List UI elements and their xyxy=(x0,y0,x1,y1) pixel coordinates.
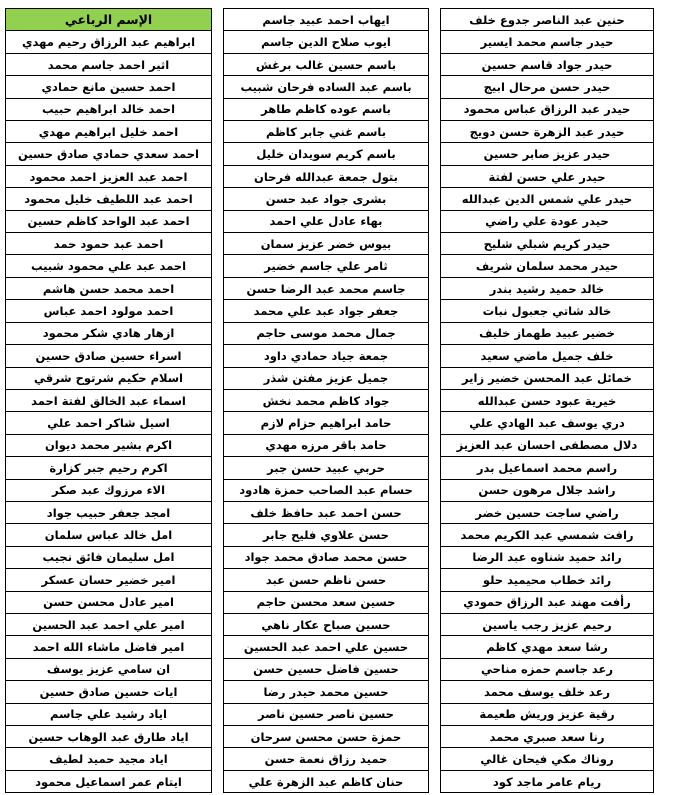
column-gap xyxy=(212,233,224,255)
table-row xyxy=(6,546,654,568)
column-gap xyxy=(429,143,441,165)
name-cell-col1: خضير عبيد طهماز خليف xyxy=(441,322,654,344)
name-cell-col3: احمد عبد العزيز احمد محمود xyxy=(6,165,212,187)
column-gap xyxy=(212,389,224,411)
name-cell-col3: امير فاضل ماشاء الله احمد xyxy=(6,636,212,658)
name-cell-col2: حسين صباح عكار ناهي xyxy=(224,613,429,635)
name-cell-col1: رائد خطاب محيميد حلو xyxy=(441,569,654,591)
name-cell-col1: حنين عبد الناصر جدوع خلف xyxy=(441,9,654,31)
table-row xyxy=(6,143,654,165)
column-gap xyxy=(429,255,441,277)
names-table-body xyxy=(6,9,654,793)
name-cell-col2: حسين سعد محسن حاجم xyxy=(224,591,429,613)
column-gap xyxy=(212,121,224,143)
name-cell-col3: اياد مجيد حميد لطيف xyxy=(6,748,212,770)
table-row xyxy=(6,479,654,501)
name-cell-col2: حنان كاظم عبد الزهرة علي xyxy=(224,770,429,792)
name-cell-col1: دري يوسف عبد الهادي علي xyxy=(441,412,654,434)
name-cell-col2: حسين فاضل حسين حسن xyxy=(224,658,429,680)
table-row xyxy=(6,770,654,792)
name-cell-col3: احمد عبد علي محمود شبيب xyxy=(6,255,212,277)
name-cell-col3: احمد خليل ابراهيم مهدي xyxy=(6,121,212,143)
name-cell-col1: حيدر محمد سلمان شريف xyxy=(441,255,654,277)
table-row xyxy=(6,233,654,255)
column-gap xyxy=(212,412,224,434)
table-row xyxy=(6,322,654,344)
name-cell-col2: جمال محمد موسى حاجم xyxy=(224,322,429,344)
name-cell-col2: ايهاب احمد عبيد جاسم xyxy=(224,9,429,31)
name-cell-col2: جاسم محمد عبد الرضا حسن xyxy=(224,277,429,299)
name-cell-col3: ايات حسين صادق حسين xyxy=(6,681,212,703)
column-gap xyxy=(212,300,224,322)
column-gap xyxy=(429,412,441,434)
column-gap xyxy=(212,569,224,591)
name-cell-col2: بتول جمعة عبدالله فرحان xyxy=(224,165,429,187)
table-row xyxy=(6,569,654,591)
column-gap xyxy=(212,591,224,613)
name-cell-col2: حميد رزاق نعمة حسن xyxy=(224,748,429,770)
column-gap xyxy=(429,300,441,322)
name-cell-col1: راسم محمد اسماعيل بدر xyxy=(441,457,654,479)
column-gap xyxy=(429,770,441,792)
table-row xyxy=(6,658,654,680)
name-cell-col3: اسلام حكيم شرتوح شرقي xyxy=(6,367,212,389)
column-gap xyxy=(212,681,224,703)
name-cell-col3: احمد عبد الواحد كاظم حسين xyxy=(6,210,212,232)
name-cell-col2: باسم غني جابر كاظم xyxy=(224,121,429,143)
name-cell-col2: حسن ناظم حسن عبد xyxy=(224,569,429,591)
table-row xyxy=(6,726,654,748)
column-gap xyxy=(212,726,224,748)
column-gap xyxy=(212,613,224,635)
column-gap xyxy=(212,501,224,523)
name-cell-col2: باسم كريم سويدان خليل xyxy=(224,143,429,165)
name-cell-col2: باسم عبد الساده فرحان شبيب xyxy=(224,76,429,98)
name-cell-col3: ازهار هادي شكر محمود xyxy=(6,322,212,344)
table-row xyxy=(6,613,654,635)
column-gap xyxy=(212,188,224,210)
column-gap xyxy=(429,569,441,591)
name-cell-col1: حيدر حسن مرحال ابيج xyxy=(441,76,654,98)
name-cell-col3: امل سليمان فائق نجيب xyxy=(6,546,212,568)
column-gap xyxy=(212,770,224,792)
column-gap xyxy=(212,524,224,546)
name-cell-col1: رشا سعد مهدي كاظم xyxy=(441,636,654,658)
name-cell-col3: اكرم رحيم جبر كزارة xyxy=(6,457,212,479)
column-gap xyxy=(212,636,224,658)
table-row xyxy=(6,76,654,98)
column-gap xyxy=(429,434,441,456)
column-gap xyxy=(429,681,441,703)
name-cell-col1: راضي ساجت حسين خضر xyxy=(441,501,654,523)
table-row xyxy=(6,98,654,120)
name-cell-col3: ان سامي عزيز يوسف xyxy=(6,658,212,680)
name-cell-col3: امل خالد عباس سلمان xyxy=(6,524,212,546)
column-gap xyxy=(429,726,441,748)
table-row xyxy=(6,501,654,523)
column-gap xyxy=(212,143,224,165)
name-cell-col1: حيدر جواد قاسم حسين xyxy=(441,53,654,75)
column-gap xyxy=(212,367,224,389)
column-gap xyxy=(429,591,441,613)
table-row xyxy=(6,748,654,770)
name-cell-col2: ايوب صلاح الدين جاسم xyxy=(224,31,429,53)
column-gap xyxy=(429,613,441,635)
name-cell-col3: احمد محمد حسن هاشم xyxy=(6,277,212,299)
name-cell-col1: دلال مصطفى احسان عبد العزيز xyxy=(441,434,654,456)
column-gap xyxy=(212,479,224,501)
name-cell-col2: حسن احمد عبد حافظ خلف xyxy=(224,501,429,523)
column-gap xyxy=(212,98,224,120)
column-gap xyxy=(429,188,441,210)
column-gap xyxy=(429,345,441,367)
column-gap xyxy=(429,233,441,255)
header-full-name: الإسم الرباعي xyxy=(6,9,212,31)
column-gap xyxy=(212,210,224,232)
name-cell-col1: حيدر عبد الزهرة حسن دويج xyxy=(441,121,654,143)
column-gap xyxy=(212,748,224,770)
column-gap xyxy=(429,457,441,479)
name-cell-col1: خيرية عبود حسن عبدالله xyxy=(441,389,654,411)
name-cell-col3: اياد رشيد علي جاسم xyxy=(6,703,212,725)
name-cell-col2: حربي عبيد حسن جبر xyxy=(224,457,429,479)
name-cell-col1: رأفت مهند عبد الرزاق حمودي xyxy=(441,591,654,613)
table-row xyxy=(6,636,654,658)
name-cell-col2: حسام عبد الصاحب حمزة هادود xyxy=(224,479,429,501)
name-cell-col1: حيدر علي حسن لفتة xyxy=(441,165,654,187)
column-gap xyxy=(429,479,441,501)
name-cell-col2: بيوس خضر عزيز سمان xyxy=(224,233,429,255)
column-gap xyxy=(429,53,441,75)
column-gap xyxy=(429,322,441,344)
name-cell-col2: حامد ابراهيم حزام لازم xyxy=(224,412,429,434)
name-cell-col3: احمد مولود احمد عباس xyxy=(6,300,212,322)
column-gap xyxy=(429,277,441,299)
name-cell-col1: حيدر عبد الرزاق عباس محمود xyxy=(441,98,654,120)
column-gap xyxy=(212,703,224,725)
name-cell-col3: احمد عبد حمود حمد xyxy=(6,233,212,255)
column-gap xyxy=(212,546,224,568)
column-gap xyxy=(212,345,224,367)
name-cell-col3: اسيل شاكر احمد علي xyxy=(6,412,212,434)
column-gap xyxy=(429,9,441,31)
table-row xyxy=(6,367,654,389)
name-cell-col2: حسين ناصر حسين ناصر xyxy=(224,703,429,725)
name-cell-col3: امجد جعفر حبيب جواد xyxy=(6,501,212,523)
name-cell-col3: احمد سعدي حمادي صادق حسين xyxy=(6,143,212,165)
name-cell-col2: جمعة جياد حمادي داود xyxy=(224,345,429,367)
name-cell-col1: خالد حميد رشيد بندر xyxy=(441,277,654,299)
name-cell-col1: خلف جميل ماضي سعيد xyxy=(441,345,654,367)
name-cell-col2: باسم عوده كاظم طاهر xyxy=(224,98,429,120)
table-row xyxy=(6,9,654,31)
column-gap xyxy=(429,636,441,658)
name-cell-col1: رافت شمسي عبد الكريم محمد xyxy=(441,524,654,546)
table-row xyxy=(6,591,654,613)
name-cell-col1: رائد حميد شناوه عبد الرضا xyxy=(441,546,654,568)
name-cell-col3: الاء مرزوك عبد صكر xyxy=(6,479,212,501)
column-gap xyxy=(212,277,224,299)
name-cell-col3: احمد حسين مانع حمادي xyxy=(6,76,212,98)
name-cell-col1: حيدر جاسم محمد ايسير xyxy=(441,31,654,53)
table-row xyxy=(6,345,654,367)
name-cell-col1: روناك مكي فيحان غالي xyxy=(441,748,654,770)
name-cell-col1: خمائل عبد المحسن خضير زاير xyxy=(441,367,654,389)
column-gap xyxy=(212,9,224,31)
name-cell-col1: راشد جلال مرهون حسن xyxy=(441,479,654,501)
table-row xyxy=(6,31,654,53)
table-row xyxy=(6,681,654,703)
name-cell-col2: حسين علي احمد عبد الحسين xyxy=(224,636,429,658)
name-cell-col1: رحيم عزيز رجب ياسين xyxy=(441,613,654,635)
column-gap xyxy=(429,367,441,389)
names-table xyxy=(5,8,654,793)
name-cell-col2: جواد كاظم محمد نخش xyxy=(224,389,429,411)
name-cell-col3: اثير احمد جاسم محمد xyxy=(6,53,212,75)
column-gap xyxy=(429,748,441,770)
column-gap xyxy=(212,658,224,680)
table-row xyxy=(6,457,654,479)
name-cell-col3: اياد طارق عبد الوهاب حسين xyxy=(6,726,212,748)
name-cell-col1: رعد جاسم حمزه مناحي xyxy=(441,658,654,680)
name-cell-col2: حمزة حسن محسن سرحان xyxy=(224,726,429,748)
name-cell-col2: جعفر جواد عبد علي محمد xyxy=(224,300,429,322)
table-row xyxy=(6,210,654,232)
name-cell-col3: اسماء عبد الخالق لفتة احمد xyxy=(6,389,212,411)
name-cell-col2: حسن علاوي فليح جابر xyxy=(224,524,429,546)
name-cell-col1: رعد خلف يوسف محمد xyxy=(441,681,654,703)
name-cell-col1: رقية عزيز وريش طعيمة xyxy=(441,703,654,725)
table-row xyxy=(6,53,654,75)
column-gap xyxy=(429,389,441,411)
name-cell-col3: احمد خالد ابراهيم حبيب xyxy=(6,98,212,120)
table-row xyxy=(6,434,654,456)
name-cell-col3: ايتام عمر اسماعيل محمود xyxy=(6,770,212,792)
column-gap xyxy=(429,31,441,53)
name-cell-col1: ريام عامر ماجد كود xyxy=(441,770,654,792)
name-cell-col1: حيدر عودة علي راضي xyxy=(441,210,654,232)
column-gap xyxy=(429,165,441,187)
name-cell-col3: اسراء حسين صادق حسين xyxy=(6,345,212,367)
table-row xyxy=(6,165,654,187)
table-row xyxy=(6,524,654,546)
column-gap xyxy=(212,434,224,456)
column-gap xyxy=(212,322,224,344)
name-cell-col2: بهاء عادل علي احمد xyxy=(224,210,429,232)
name-cell-col1: رنا سعد صبري محمد xyxy=(441,726,654,748)
name-cell-col3: احمد عبد اللطيف خليل محمود xyxy=(6,188,212,210)
table-row xyxy=(6,389,654,411)
column-gap xyxy=(212,457,224,479)
column-gap xyxy=(429,98,441,120)
column-gap xyxy=(429,210,441,232)
name-cell-col3: ابراهيم عبد الرزاق رحيم مهدي xyxy=(6,31,212,53)
name-cell-col2: حسن محمد صادق محمد جواد xyxy=(224,546,429,568)
column-gap xyxy=(429,524,441,546)
name-cell-col3: امير عادل محسن حسن xyxy=(6,591,212,613)
column-gap xyxy=(212,165,224,187)
name-cell-col2: باسم حسين غالب برغش xyxy=(224,53,429,75)
name-cell-col1: حيدر عزيز صابر حسين xyxy=(441,143,654,165)
name-cell-col2: ثامر علي جاسم خضير xyxy=(224,255,429,277)
column-gap xyxy=(429,121,441,143)
name-cell-col3: امير خضير حسان عسكر xyxy=(6,569,212,591)
name-cell-col1: خالد شاتي جعبول نبات xyxy=(441,300,654,322)
name-cell-col2: حسين محمد حيدر رضا xyxy=(224,681,429,703)
column-gap xyxy=(429,76,441,98)
name-cell-col2: حامد باقر مرزه مهدي xyxy=(224,434,429,456)
table-row xyxy=(6,121,654,143)
name-cell-col2: جميل عزيز مفتن شذر xyxy=(224,367,429,389)
column-gap xyxy=(212,31,224,53)
table-row xyxy=(6,277,654,299)
column-gap xyxy=(429,501,441,523)
table-row xyxy=(6,188,654,210)
column-gap xyxy=(212,255,224,277)
table-row xyxy=(6,300,654,322)
table-row xyxy=(6,703,654,725)
column-gap xyxy=(429,546,441,568)
name-cell-col2: بشرى جواد عبد حسن xyxy=(224,188,429,210)
name-cell-col3: امير علي احمد عبد الحسين xyxy=(6,613,212,635)
name-cell-col1: حيدر كريم شبلي شليح xyxy=(441,233,654,255)
column-gap xyxy=(429,703,441,725)
column-gap xyxy=(212,53,224,75)
column-gap xyxy=(429,658,441,680)
name-cell-col3: اكرم بشير محمد ديوان xyxy=(6,434,212,456)
table-row xyxy=(6,255,654,277)
column-gap xyxy=(212,76,224,98)
table-row xyxy=(6,412,654,434)
name-cell-col1: حيدر علي شمس الدين عبدالله xyxy=(441,188,654,210)
